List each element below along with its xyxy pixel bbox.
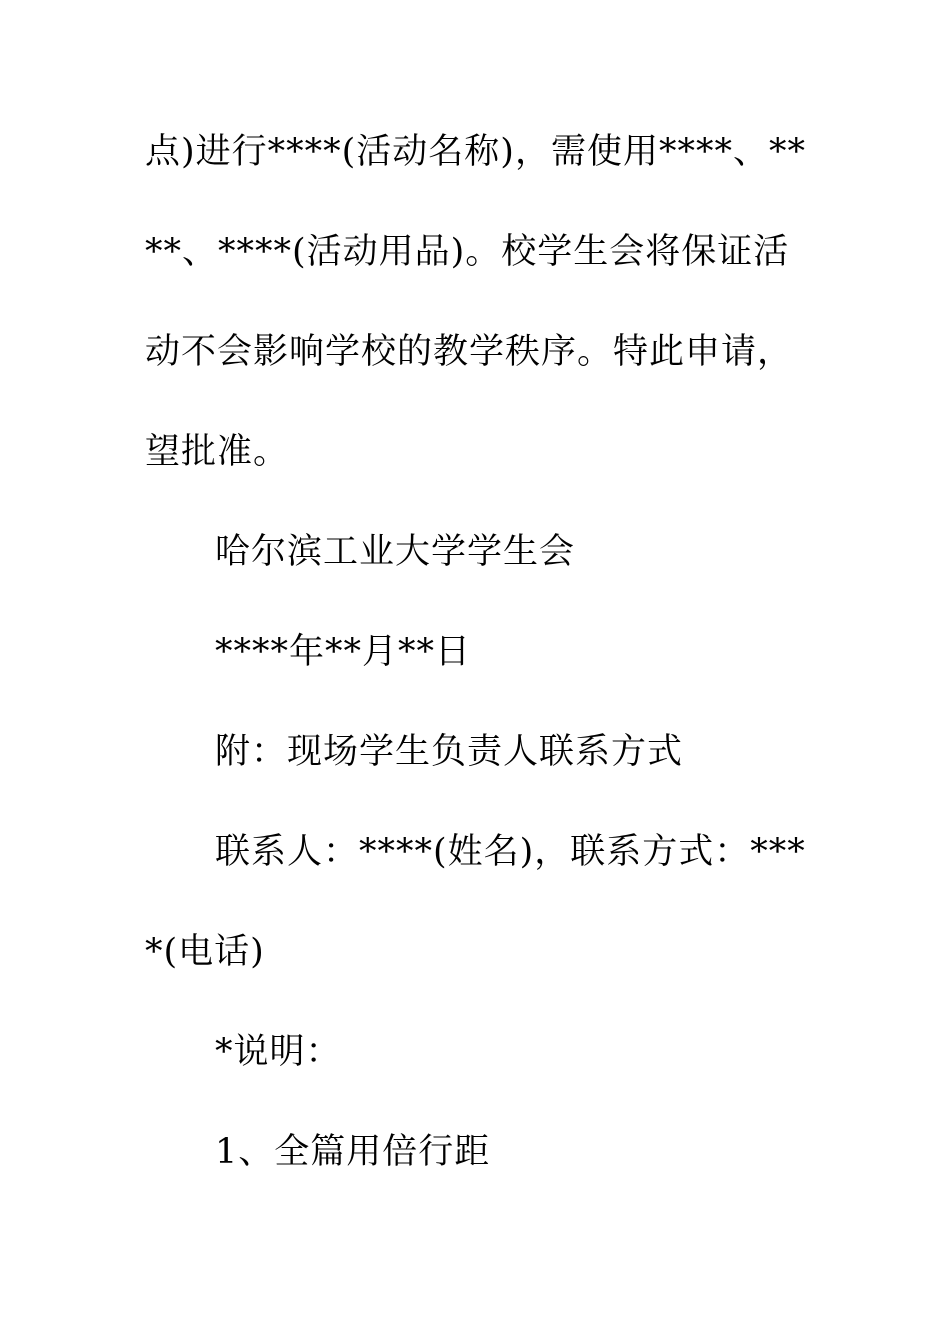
appendix-contact-line-2: *(电话): [145, 932, 265, 972]
appendix-contact-line-1: 联系人：****(姓名)，联系方式：***: [215, 832, 806, 872]
body-line-1: 点)进行****(活动名称)，需使用****、**: [145, 132, 806, 172]
appendix-title: 附：现场学生负责人联系方式: [215, 732, 684, 772]
body-line-3: 动不会影响学校的教学秩序。特此申请，: [145, 332, 794, 372]
body-line-2: **、****(活动用品)。校学生会将保证活: [145, 232, 790, 272]
body-line-4: 望批准。: [145, 432, 290, 472]
signature-organization: 哈尔滨工业大学学生会: [215, 532, 576, 572]
notes-heading: *说明：: [215, 1032, 342, 1072]
notes-item-1: 1、全篇用倍行距: [215, 1132, 491, 1172]
signature-date: ****年**月**日: [215, 632, 472, 672]
